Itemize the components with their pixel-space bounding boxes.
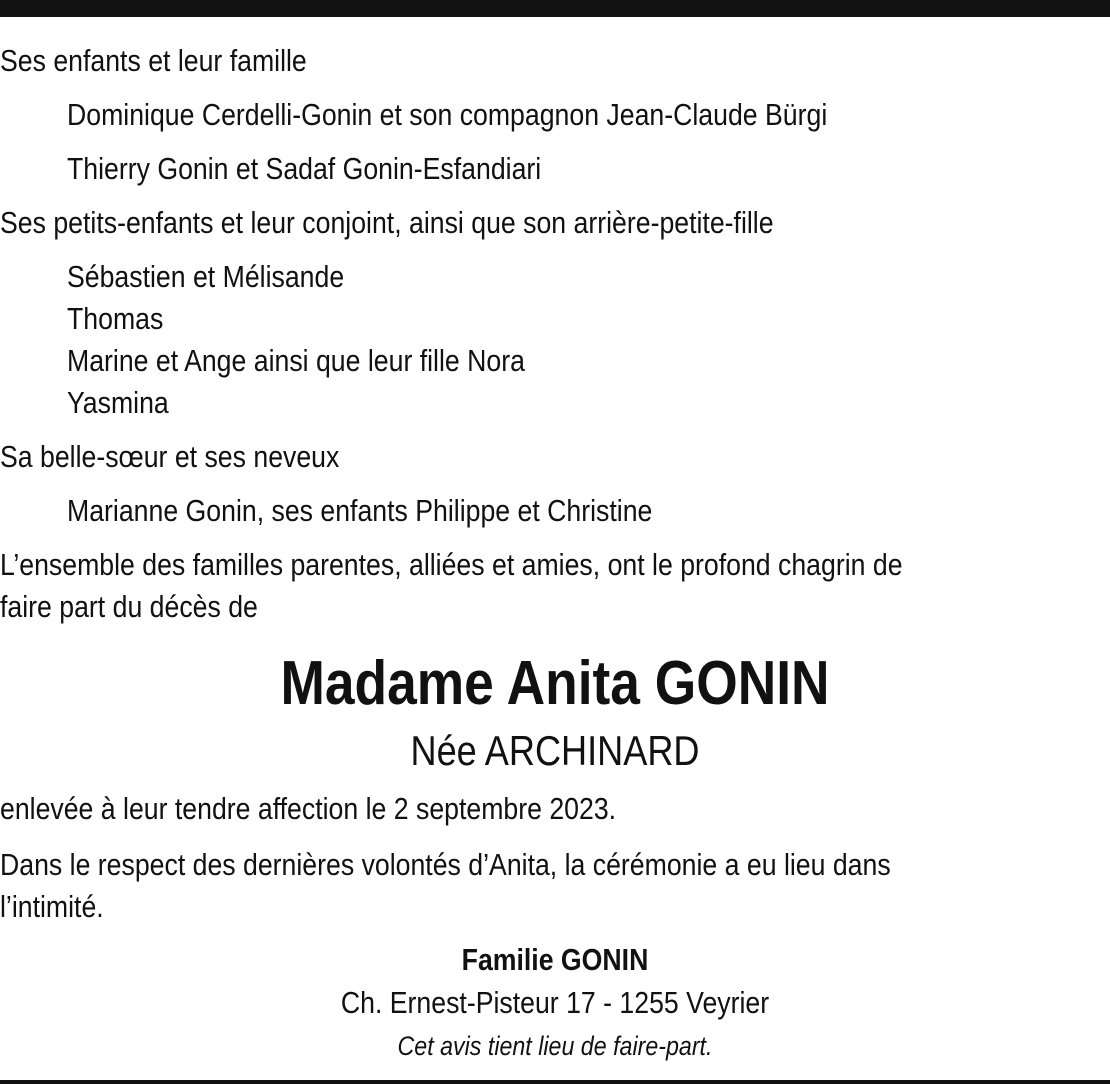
family-member: Marianne Gonin, ses enfants Philippe et Christine — [67, 493, 653, 528]
signature-note: Cet avis tient lieu de faire-part. — [397, 1031, 713, 1061]
family-member: Dominique Cerdelli-Gonin et son compagnon Jean-Claude Bürgi — [67, 97, 828, 132]
deceased-maiden-name: Née ARCHINARD — [410, 727, 700, 774]
family-member: Yasmina — [67, 385, 169, 420]
section-heading-children: Ses enfants et leur famille — [0, 43, 307, 78]
top-border-rule — [0, 0, 1110, 17]
ceremony-line-2: l’intimité. — [0, 889, 104, 924]
signature-address: Ch. Ernest-Pisteur 17 - 1255 Veyrier — [340, 985, 770, 1020]
family-member: Thierry Gonin et Sadaf Gonin-Esfandiari — [67, 151, 542, 186]
deceased-name: Madame Anita GONIN — [280, 649, 830, 718]
section-heading-sister-in-law: Sa belle-sœur et ses neveux — [0, 439, 340, 474]
announcement-line-2: faire part du décès de — [0, 589, 258, 624]
announcement-line-1: L’ensemble des familles parentes, alliées et amies, ont le profond chagrin de — [0, 547, 903, 582]
family-member: Sébastien et Mélisande — [67, 259, 345, 294]
family-member: Marine et Ange ainsi que leur fille Nora — [67, 343, 525, 378]
family-member: Thomas — [67, 301, 164, 336]
signature-family: Familie GONIN — [461, 942, 649, 977]
bottom-border-rule — [0, 1080, 1110, 1084]
death-date-line: enlevée à leur tendre affection le 2 septembre 2023. — [0, 791, 617, 826]
ceremony-line-1: Dans le respect des dernières volontés d’Anita, la cérémonie a eu lieu dans — [0, 847, 891, 882]
section-heading-grandchildren: Ses petits-enfants et leur conjoint, ainsi que son arrière-petite-fille — [0, 205, 774, 240]
